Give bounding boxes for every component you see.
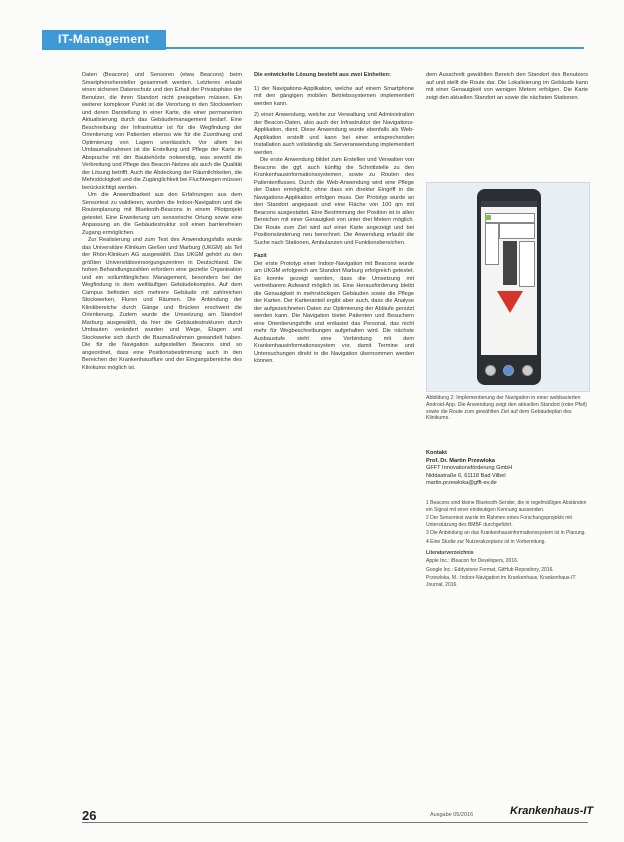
- footnote: 4 Eine Studie zur Nutzerakzeptanz ist in Vorbereitung.: [426, 538, 546, 545]
- smartphone: [477, 189, 541, 385]
- phone-screen: [481, 201, 537, 355]
- contact-name: Prof. Dr. Martin Przewloka: [426, 457, 496, 464]
- map-wall: [503, 241, 517, 285]
- back-button[interactable]: [485, 365, 496, 376]
- page-number: 26: [82, 808, 97, 823]
- map-marker: [485, 215, 491, 220]
- section-heading: Fazit: [254, 253, 267, 259]
- literature-entry: Przewloka, M.: Indoor-Navigation im Krankenhaus, Krankenhaus-IT Journal, 2016.: [426, 575, 576, 588]
- paragraph: Der erste Prototyp einer Indoor-Navigation mit Beacons wurde am UKGM erfolgreich am Standort Marburg erfolgreich getestet. Es konnte gezeigt werden, dass die Umsetzung mit vertretbarem Aufwand möglich ist. Eine Herausforderung bleibt die Genauigkeit in mehrstöckigen Gebäuden sowie die Pflege der Karten. Der Kartenanteil ergibt aber auch, dass die Analyse der aufgezeichneten Daten zur Optimierung der Abläufe genutzt werden kann. Die Navigation bietet Patienten und Besuchern eine Orientierungshilfe und entlastet das Personal, das nicht mehr für Wegbeschreibungen aufgehalten wird. Die nächste Ausbaustufe sieht eine Verbindung mit dem Krankenhausinformationssystem vor, damit Termine und Untersuchungen direkt in die Navigation übernommen werden können.: [254, 260, 414, 364]
- status-bar: [481, 201, 537, 207]
- column-2: [254, 72, 414, 366]
- column-3: [426, 72, 588, 102]
- menu-button[interactable]: [522, 365, 533, 376]
- column-1: [82, 72, 242, 372]
- figure-caption: Abbildung 2: Implementierung der Navigation in einer webbasierten Android-App. Die Anwendung zeigt den aktuellen Standort (roter Pfeil) sowie die Route zum gewählten Ziel auf dem Gebäudeplan des Klinikums.: [426, 395, 587, 422]
- footnote: 2 Der Sensortest wurde im Rahmen eines Forschungsprojekts mit Unterstützung des BMBF durchgeführt.: [426, 515, 572, 528]
- contact-heading: Kontakt: [426, 450, 447, 456]
- header-rule: [166, 47, 584, 49]
- magazine-logo: Krankenhaus-IT: [510, 805, 594, 817]
- literature-entry: Apple Inc.: iBeacon for Developers, 2016.: [426, 558, 519, 565]
- literature-entry: Google Inc.: Eddystone Format, GitHub Repository, 2016.: [426, 566, 554, 573]
- phone-screenshot-figure: [426, 182, 590, 392]
- contact-email[interactable]: martin.przewloka@gfft-ev.de: [426, 480, 497, 486]
- paragraph: Daten (Beacons) und Sensoren (etwa Beacons) beim Smartphonehersteller gesammelt werden. Letzteres erlaubt einen sicheren Datenschutz und den Erhalt der Privatsphäre der Benutzer, die ihren Standort nicht preisgeben müssen. Ein weiterer komplexer Punkt ist die Verortung in den Stockwerken und deren Darstellung in einer Karte, die einer permanenten Aktualisierung durch das Gebäudemanagement bedarf. Eine Beschreibung der Infrastruktur ist für die Wegfindung der Orientierung von Patienten ebenso wie für die Zuordnung und Optimierung von Lagern unerlässlich. Vor allem bei Umbaumaßnahmen ist die Erstellung und Pflege der Karte in Absprache mit der Baubehörde notwendig, was sowohl die Verbreitung und Pflege des Beacon-Netzes als auch die Qualität der Lösung betrifft. Auch die Abdeckung der Räumlichkeiten, die Mehrstöckigkeit und die Zugänglichkeit bei Fluchtwegen müssen berücksichtigt werden.: [82, 72, 242, 191]
- contact-box: [426, 450, 588, 488]
- paragraph: 2) einer Anwendung, welche zur Verwaltung und Administration der Beacon-Daten, also auch der Infrastruktur der Navigations-Applikation, dient. Diese Anwendung wurde ebenfalls als Web-Applikation erstellt und kann bei einer entsprechenden Installation auch vollständig als Serveranwendung implementiert werden.: [254, 112, 414, 156]
- map-room: [519, 241, 535, 287]
- lead-text: Die entwickelte Lösung besteht aus zwei Einheiten:: [254, 72, 391, 78]
- paragraph: Die erste Anwendung bildet zum Erstellen und Verwalten von Beacons die ggf. auch künftig die Schnittstelle zu den Krankenhausinformationssystemen, sowie zu Routen des Patientenflusses. Durch die Web-Anwendung wird eine Pflege der Daten ermöglicht, ohne dass ein direkter Eingriff in die Navigations-Applikation erfolgen muss. Der Prototyp wurde an den Standort angepasst und eine Fläche von 100 qm mit Beacons ausgestattet. Eine Bestimmung der Position ist in allen Bereichen mit einer Genauigkeit von unter drei Metern möglich. Die Route zum Ziel wird auf einer Karte angezeigt und bei Positionsänderung neu berechnet. Die Anwendung erlaubt die Suche nach Stationen, Ambulanzen und Funktionsbereichen.: [254, 157, 414, 246]
- paragraph: Um die Anwendbarkeit aus den Erfahrungen aus dem Sensortest zu validieren, wurden die Indoor-Navigation und die Routenplanung mit Bluetooth-Beacons in einem Pilotprojekt getestet. Eine Erweiterung um sensorische Ortung sowie eine Anpassung an die Gebäudestruktur soll einen barrierefreien Zugang ermöglichen.: [82, 192, 242, 236]
- literature-heading: Literaturverzeichnis: [426, 549, 474, 556]
- footnote: 1 Beacons sind kleine Bluetooth-Sender, die in regelmäßigen Abständen ein Signal mit einer eindeutigen Kennung aussenden.: [426, 500, 587, 513]
- paragraph: Zur Realisierung und zum Test des Anwendungsfalls wurde das Universitäre Klinikum Gießen und Marburg (UKGM) als Teil der Rhön-Klinikum AG ausgewählt. Das UKGM gehört zu den größten Universitätsversorgungszentren in Deutschland. Die hohen Behandlungszahlen erfordern eine gezielte Organisation und ein vollumfängliches Management, besonders bei der Wegfindung in dem weitläufigen Gebäudekomplex. Auf dem Campus befinden sich mehrere Gebäude mit zahlreichen Stockwerken, Fluren und Räumen. Die Anbindung der Klinikbereiche durch Gänge und Brücken erschwert die Orientierung. Zudem wurde die Umsetzung am Standort Marburg ausgewählt, da hier die Gebäudestrukturen durch Umbauten verändert wurden und Wege, Etagen und Stockwerke sich durch die Baumaßnahmen gewandelt haben. Die für die Navigation aufgestellten Beacons sind so angeordnet, dass eine Positionsbestimmung auch in den Bereichen der Krankenhausflure und der Eingangsbereiche des Klinikums möglich ist.: [82, 237, 242, 371]
- issue-label: Ausgabe 05/2016: [430, 812, 474, 818]
- map-corridor: [485, 213, 535, 223]
- footer-rule: [82, 822, 588, 823]
- paragraph: 1) der Navigations-Applikation, welche auf einem Smartphone mit den gängigen mobilen Betriebssystemen implementiert werden kann.: [254, 85, 414, 107]
- section-title: IT-Management: [58, 32, 150, 46]
- footnotes: [426, 500, 588, 591]
- contact-line: GFFT Innovationsförderung GmbH: [426, 465, 513, 471]
- map-room: [499, 223, 535, 239]
- location-arrow-icon: [497, 291, 523, 313]
- phone-controls: [481, 361, 537, 379]
- home-button[interactable]: [503, 365, 514, 376]
- footnote: 3 Die Anbindung an das Krankenhausinformationssystem ist in Planung.: [426, 530, 586, 537]
- contact-line: Niddastraße 6, 61118 Bad Vilbel: [426, 472, 506, 479]
- paragraph: dem Ausschnitt gewählten Bereich den Standort des Benutzers auf und stellt die Route dar. Die Lokalisierung im Gebäude kann mit einer Genauigkeit von wenigen Metern erfolgen. Die Karte zeigt den aktuellen Standort an sowie die nächsten Stationen.: [426, 72, 588, 101]
- map-room: [485, 223, 499, 265]
